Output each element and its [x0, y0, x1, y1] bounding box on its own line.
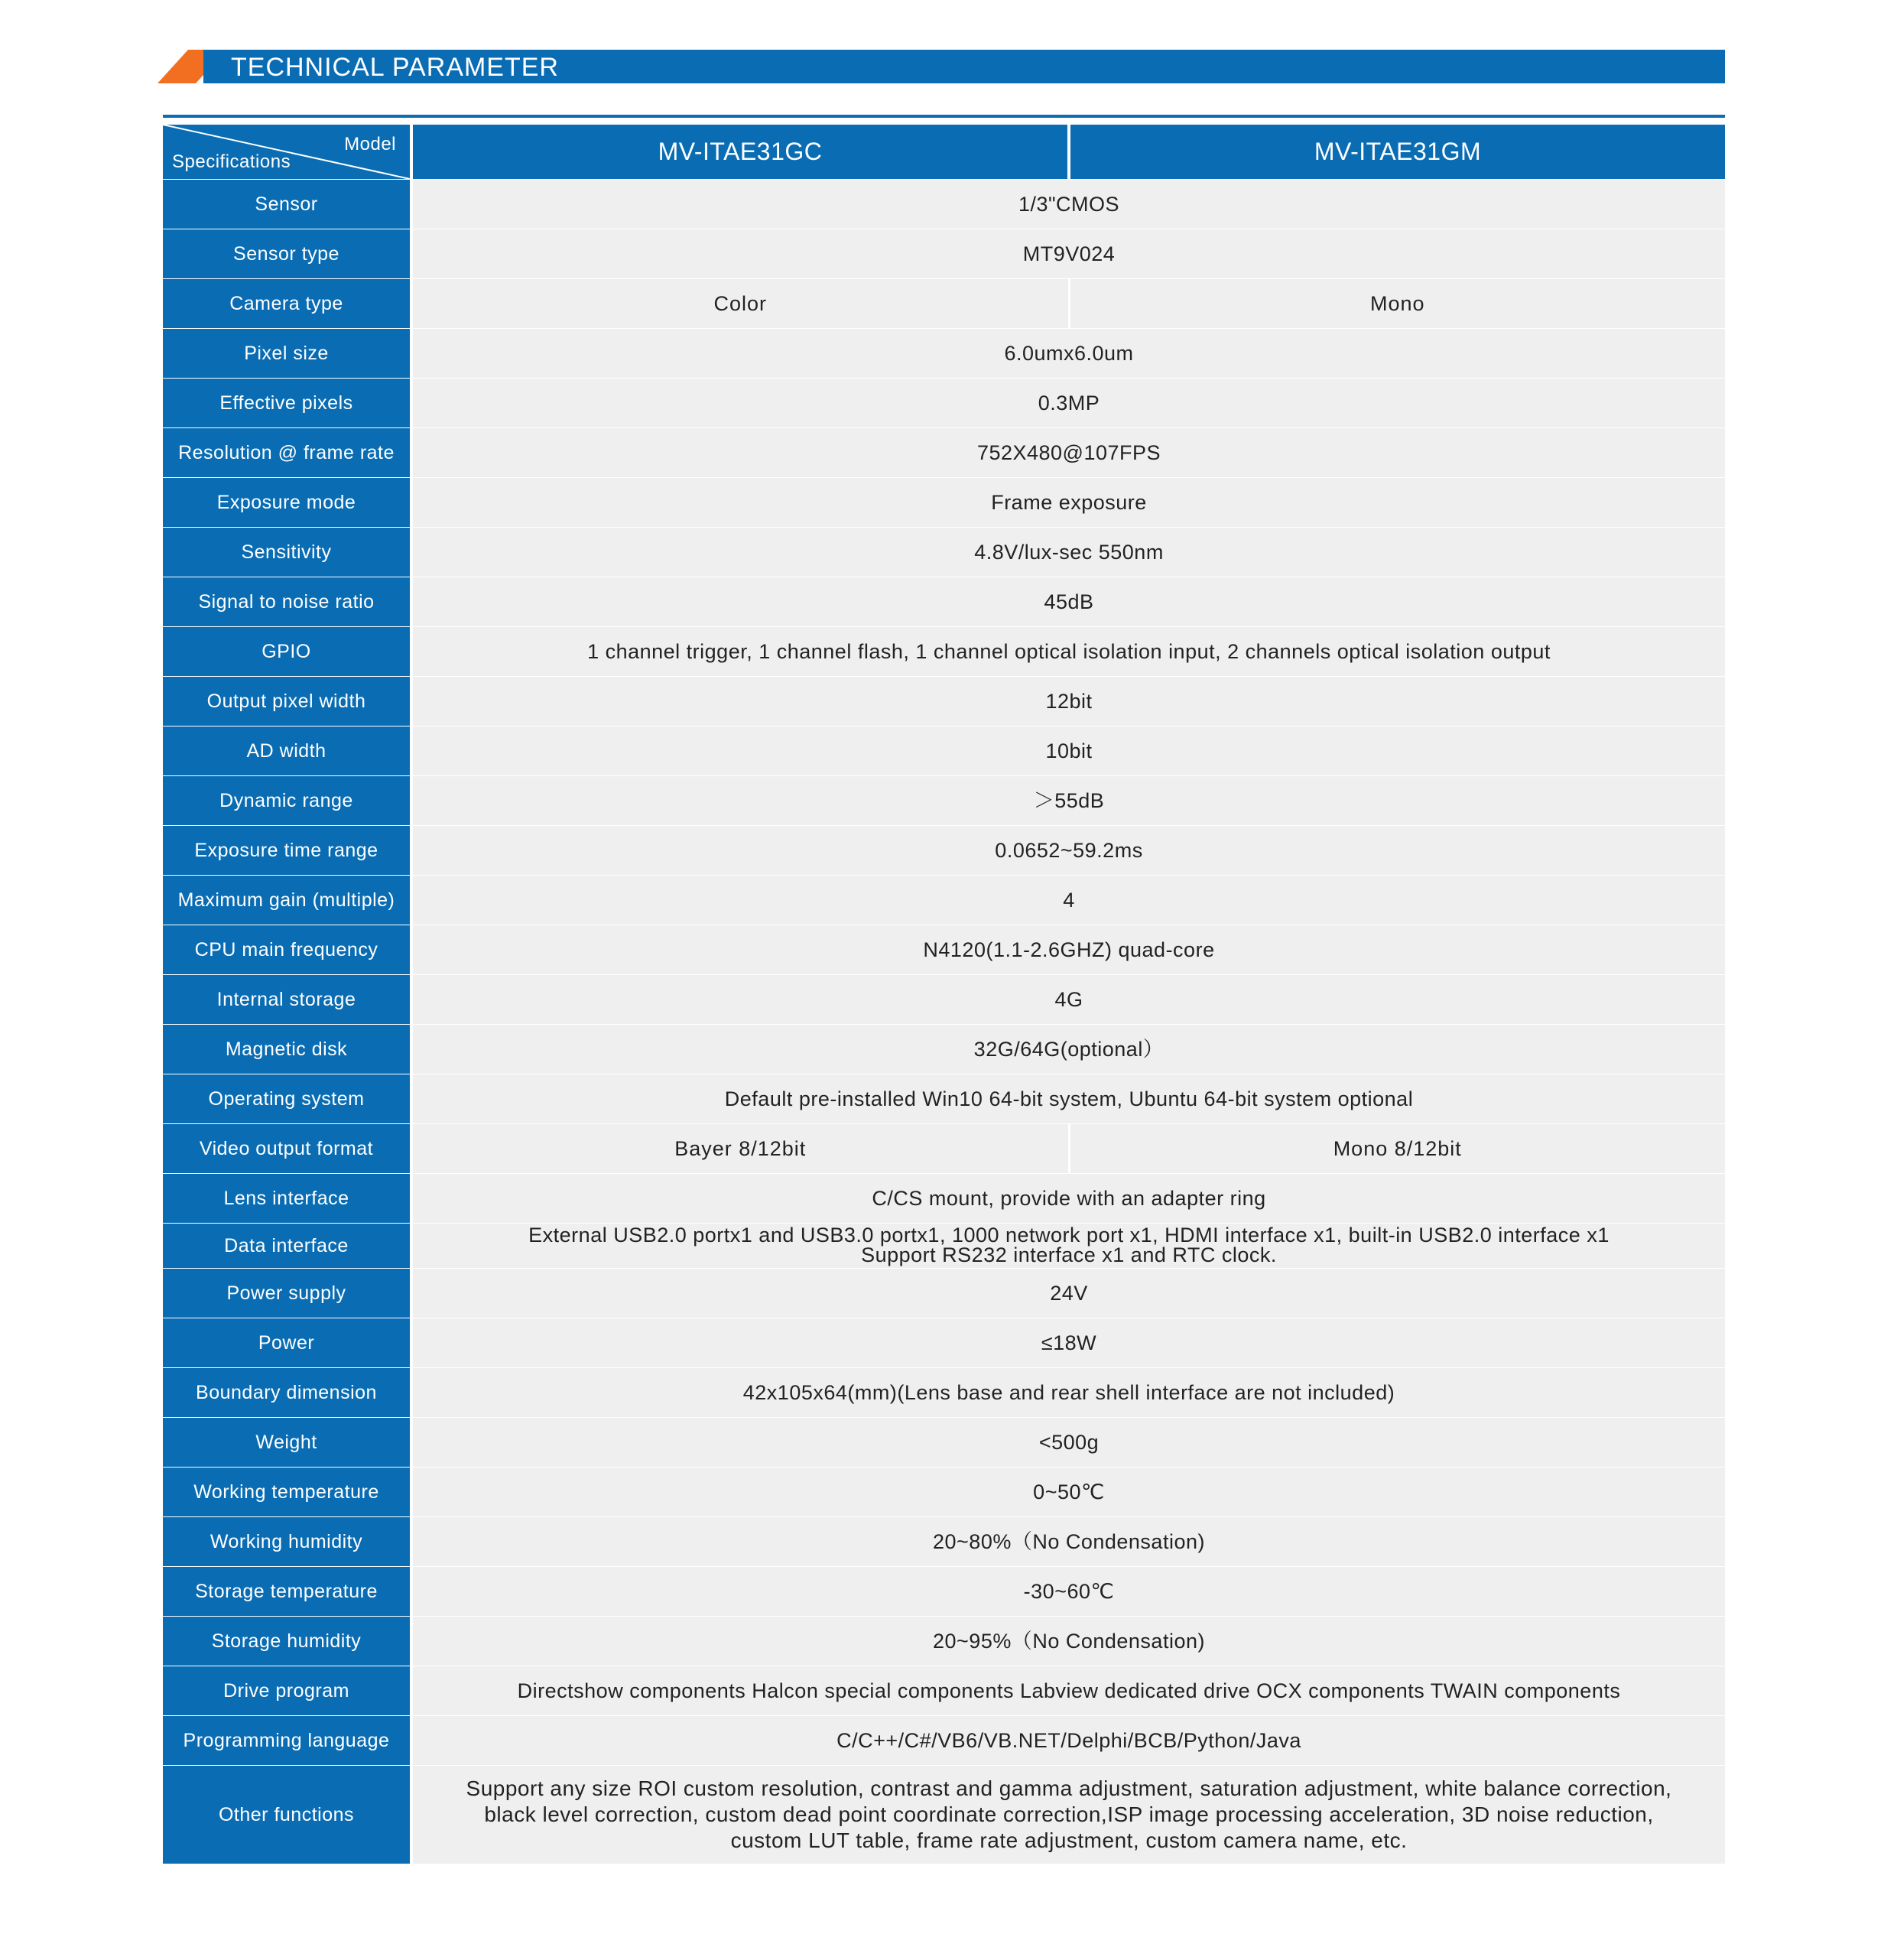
spec-value: 32G/64G(optional） [413, 1025, 1725, 1074]
model-b-header: MV-ITAE31GM [1070, 125, 1725, 179]
spec-label: Exposure mode [163, 478, 413, 527]
spec-label: Lens interface [163, 1174, 413, 1223]
spec-row [163, 1224, 1725, 1268]
model-a-header: MV-ITAE31GC [413, 125, 1070, 179]
spec-value: 6.0umx6.0um [413, 329, 1725, 378]
spec-value: 0.0652~59.2ms [413, 826, 1725, 875]
spec-row [163, 1025, 1725, 1074]
spec-label: Power supply [163, 1269, 413, 1318]
spec-row [163, 1318, 1725, 1367]
header-row [163, 125, 1725, 179]
spec-row [163, 1074, 1725, 1123]
spec-row [163, 379, 1725, 427]
spec-value-line: External USB2.0 portx1 and USB3.0 portx1, 1000 network port x1, HDMI interface x1, built-in USB2.0 interface x1 [528, 1224, 1610, 1247]
spec-value: 20~80%（No Condensation) [413, 1517, 1725, 1566]
spec-value-line: Support any size ROI custom resolution, contrast and gamma adjustment, saturation adjustment, white balance correction, [466, 1776, 1672, 1800]
spec-value: 752X480@107FPS [413, 428, 1725, 477]
spec-value: 20~95%（No Condensation) [413, 1617, 1725, 1666]
spec-row [163, 1368, 1725, 1417]
spec-value: Frame exposure [413, 478, 1725, 527]
spec-value: 4G [413, 975, 1725, 1024]
spec-label: Dynamic range [163, 776, 413, 825]
spec-label: Sensor [163, 180, 413, 229]
spec-label: Data interface [163, 1224, 413, 1268]
corner-model-label: Model [344, 134, 396, 154]
spec-value: C/CS mount, provide with an adapter ring [413, 1174, 1725, 1223]
spec-row [163, 1766, 1725, 1864]
spec-label: Storage temperature [163, 1567, 413, 1616]
spec-row [163, 478, 1725, 527]
spec-value: 10bit [413, 726, 1725, 775]
header-corner [163, 125, 413, 179]
spec-table [163, 125, 1725, 1864]
spec-row [163, 726, 1725, 775]
spec-row [163, 925, 1725, 974]
spec-value: 0~50℃ [413, 1468, 1725, 1516]
spec-label: Pixel size [163, 329, 413, 378]
spec-value: <500g [413, 1418, 1725, 1467]
spec-label: Programming language [163, 1716, 413, 1765]
spec-label: Sensitivity [163, 528, 413, 577]
spec-value-model-a: Bayer 8/12bit [413, 1124, 1070, 1173]
spec-value: 45dB [413, 577, 1725, 626]
spec-label: Drive program [163, 1666, 413, 1715]
spec-value-model-b: Mono 8/12bit [1070, 1124, 1726, 1173]
spec-label: AD width [163, 726, 413, 775]
spec-label: Storage humidity [163, 1617, 413, 1666]
spec-label: Output pixel width [163, 677, 413, 726]
spec-row [163, 428, 1725, 477]
spec-label: Working humidity [163, 1517, 413, 1566]
spec-value: 1/3"CMOS [413, 180, 1725, 229]
spec-label: Maximum gain (multiple) [163, 876, 413, 925]
spec-row [163, 279, 1725, 328]
spec-value: 4.8V/lux-sec 550nm [413, 528, 1725, 577]
spec-value: 42x105x64(mm)(Lens base and rear shell interface are not included) [413, 1368, 1725, 1417]
spec-label: Exposure time range [163, 826, 413, 875]
spec-label: Power [163, 1318, 413, 1367]
spec-label: Boundary dimension [163, 1368, 413, 1417]
spec-row [163, 229, 1725, 278]
spec-value: 1 channel trigger, 1 channel flash, 1 channel optical isolation input, 2 channels optical isolation output [413, 627, 1725, 676]
spec-value-model-b: Mono [1070, 279, 1726, 328]
spec-value: N4120(1.1-2.6GHZ) quad-core [413, 925, 1725, 974]
spec-row [163, 1124, 1725, 1173]
spec-label: Camera type [163, 279, 413, 328]
spec-row [163, 329, 1725, 378]
spec-value: -30~60℃ [413, 1567, 1725, 1616]
spec-label: Operating system [163, 1074, 413, 1123]
spec-label: Effective pixels [163, 379, 413, 427]
spec-label: CPU main frequency [163, 925, 413, 974]
spec-label: Working temperature [163, 1468, 413, 1516]
spec-label: Internal storage [163, 975, 413, 1024]
spec-value-model-a: Color [413, 279, 1070, 328]
spec-row [163, 876, 1725, 925]
spec-label: Magnetic disk [163, 1025, 413, 1074]
spec-value: 4 [413, 876, 1725, 925]
spec-row [163, 1666, 1725, 1715]
spec-value: C/C++/C#/VB6/VB.NET/Delphi/BCB/Python/Java [413, 1716, 1725, 1765]
spec-row [163, 528, 1725, 577]
table-top-rule [163, 115, 1725, 118]
spec-row [163, 1418, 1725, 1467]
spec-label: Sensor type [163, 229, 413, 278]
spec-value-line: Support RS232 interface x1 and RTC clock. [861, 1243, 1277, 1266]
spec-row [163, 180, 1725, 229]
spec-row [163, 1468, 1725, 1516]
spec-label: GPIO [163, 627, 413, 676]
spec-row [163, 975, 1725, 1024]
spec-label: Video output format [163, 1124, 413, 1173]
spec-value: MT9V024 [413, 229, 1725, 278]
spec-row [163, 1517, 1725, 1566]
spec-row [163, 776, 1725, 825]
spec-value: ＞55dB [413, 776, 1725, 825]
spec-label: Signal to noise ratio [163, 577, 413, 626]
spec-row [163, 1716, 1725, 1765]
page-title: TECHNICAL PARAMETER [231, 53, 559, 82]
spec-value: 12bit [413, 677, 1725, 726]
spec-value-line: custom LUT table, frame rate adjustment, custom camera name, etc. [730, 1828, 1408, 1853]
spec-value: Directshow components Halcon special components Labview dedicated drive OCX components TWAIN components [413, 1666, 1725, 1715]
spec-value-line: black level correction, custom dead point coordinate correction,ISP image processing acceleration, 3D noise reduction, [484, 1802, 1654, 1826]
spec-label: Weight [163, 1418, 413, 1467]
spec-row [163, 677, 1725, 726]
spec-row [163, 1174, 1725, 1223]
spec-value: 24V [413, 1269, 1725, 1318]
spec-row [163, 1617, 1725, 1666]
spec-row [163, 1567, 1725, 1616]
spec-label: Other functions [163, 1766, 413, 1864]
spec-value: Default pre-installed Win10 64-bit system, Ubuntu 64-bit system optional [413, 1074, 1725, 1123]
spec-value [413, 1224, 1725, 1268]
spec-label: Resolution @ frame rate [163, 428, 413, 477]
spec-value: 0.3MP [413, 379, 1725, 427]
spec-row [163, 577, 1725, 626]
spec-value [413, 1766, 1725, 1864]
spec-value: ≤18W [413, 1318, 1725, 1367]
spec-row [163, 627, 1725, 676]
corner-specifications-label: Specifications [172, 151, 291, 172]
title-banner [158, 50, 1725, 83]
spec-row [163, 826, 1725, 875]
spec-row [163, 1269, 1725, 1318]
